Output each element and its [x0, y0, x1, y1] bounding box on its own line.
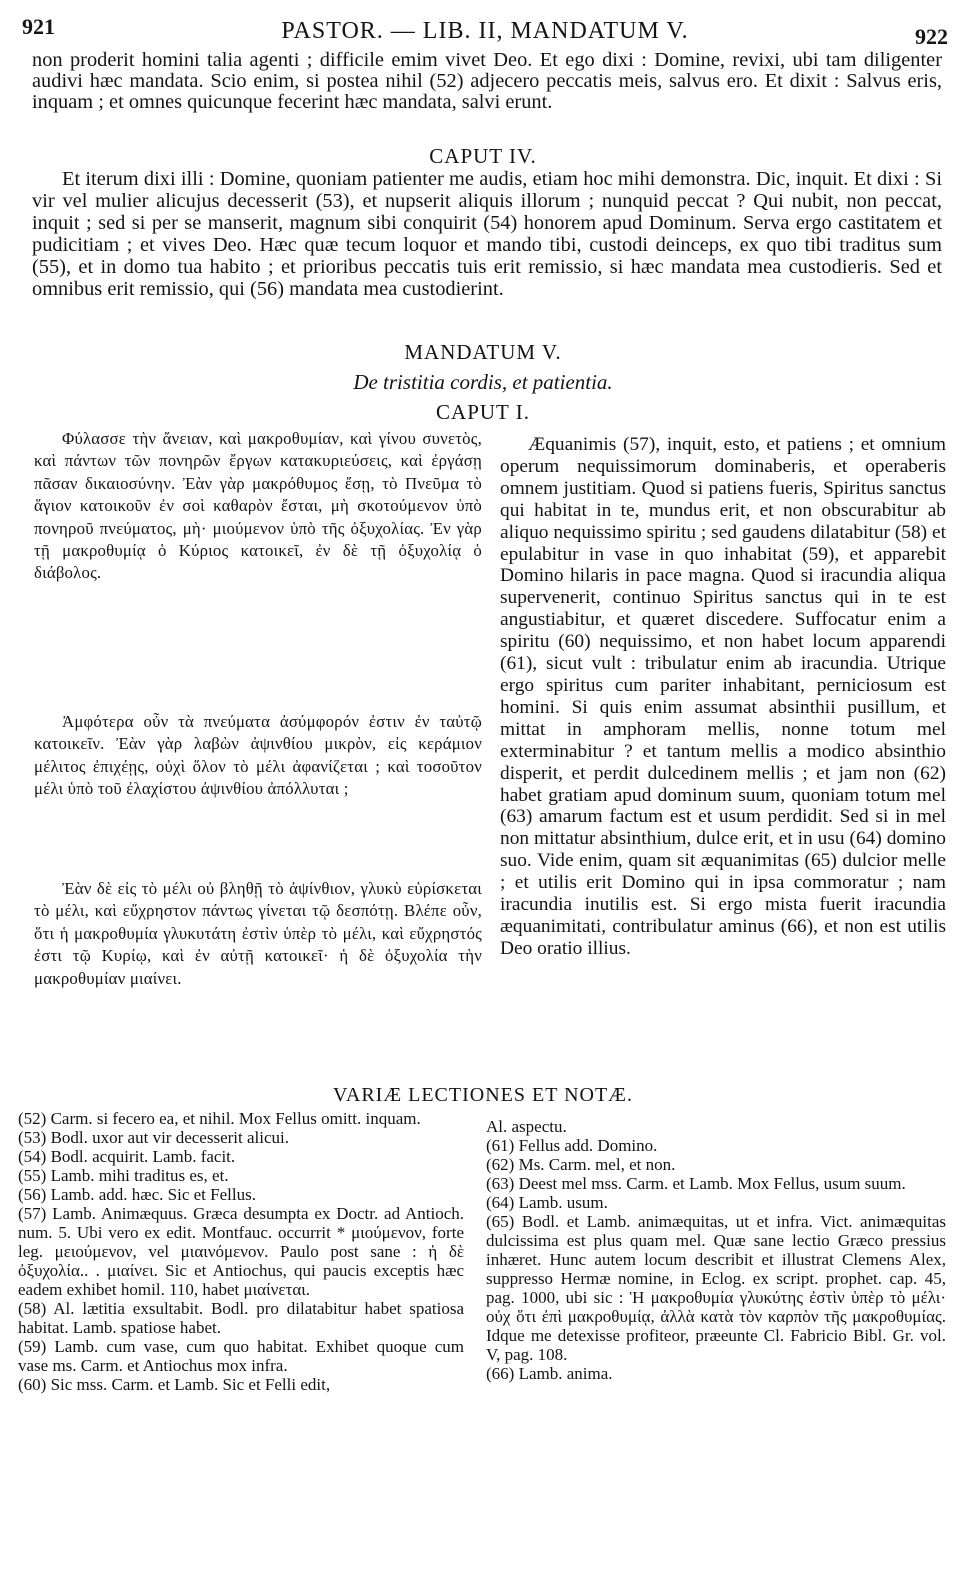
- note-item: (57) Lamb. Animæquus. Græca desumpta ex Doctr. ad Antioch. num. 5. Ubi vero ex edit. Montfauc. occurrit * μιούμενον, forte leg. μειούμενον, vel μιαινόμενον. Paulo post sane : ἡ δὲ ὀξυχολία.. . μιαίνει. Sic et Antiochus, qui paucis exceptis hæc eadem exhibet homil. 110, habet μιαίνεται.: [18, 1204, 464, 1299]
- greek-column-paragraph-1: [34, 428, 482, 585]
- note-item: (59) Lamb. cum vase, cum quo habitat. Exhibet quoque cum vase ms. Carm. et Antiochus mox infra.: [18, 1337, 464, 1375]
- mandatum-subtitle: De tristitia cordis, et patientia.: [353, 370, 613, 394]
- note-item: (52) Carm. si fecero ea, et nihil. Mox Fellus omitt. inquam.: [18, 1109, 421, 1128]
- note-item: (63) Deest mel mss. Carm. et Lamb. Mox Fellus, usum suum.: [486, 1174, 906, 1193]
- note-item: (55) Lamb. mihi traditus es, et.: [18, 1166, 229, 1185]
- note-item: (58) Al. lætitia exsultabit. Bodl. pro dilatabitur habet spatiosa habitat. Lamb. spatiose habet.: [18, 1299, 464, 1337]
- caput-i-heading: CAPUT I.: [436, 400, 530, 424]
- note-item: (66) Lamb. anima.: [486, 1364, 613, 1383]
- note-item: (53) Bodl. uxor aut vir decesserit alicui.: [18, 1128, 289, 1147]
- opening-paragraph: [32, 50, 942, 114]
- note-item: (65) Bodl. et Lamb. animæquitas, ut et infra. Vict. animæquitas dulcissima est plus quam mel. Quæ sane lectio Græco pressius inhæret. Hunc autem locum describit et illustrat Clemens Alex, suppresso Hermæ nomine, in Eclog. ex script. prophet. cap. 45, pag. 1000, ubi sic : Ἡ μακροθυμία γλυκύτης ἐστὶν ὑπὲρ τὸ μέλι· οὐχ ὅτι ἐπὶ μακροθυμίᾳ, ἀλλὰ κατὰ τὸν καρπὸν τῆς μακροθυμίας. Idque me detexisse profiteor, præeunte Cl. Fabricio Bibl. Gr. vol. V, pag. 108.: [486, 1212, 946, 1364]
- caput-iv-heading: CAPUT IV.: [429, 144, 537, 168]
- running-head: PASTOR. — LIB. II, MANDATUM V.: [281, 18, 689, 44]
- opening-text: non proderit homini talia agenti ; difficile emim vivet Deo. Et ego dixi : Domine, revixi, ubi tam diligenter audivi hæc mandata. Scio enim, si postea nihil (52) adjecero peccatis meis, salvus ero. Et dixit : Salvus eris, inquam ; et omnes quicunque fecerint hæc mandata, salvi erunt.: [32, 49, 942, 114]
- note-item: (61) Fellus add. Domino.: [486, 1136, 658, 1155]
- caput-iv-text: Et iterum dixi illi : Domine, quoniam patienter me audis, etiam hoc mihi demonstra. Dic, inquit. Et dixi : Si vir vel mulier alicujus decesserit (53), et nupserit aliquis illorum ; nunquid peccat ? Qui nubit, non peccat, inquit ; sed si per se manserit, magnum sibi conquirit (54) honorem apud Dominum. Serva ergo castitatem et pudicitiam ; et vives Deo. Hæc quæ tecum loquor et mando tibi, custodi deinceps, ex quo tibi traditus sum (55), et in domo tua habito ; et prioribus peccatis tuis erit remissio, si hæc mandata mea custodieris. Sed et omnibus erit remissio, qui (56) mandata mea custodierint.: [32, 168, 942, 300]
- greek-text-1: Φύλασσε τὴν ἄνειαν, καὶ μακροθυμίαν, καὶ γίνου συνετὸς, καὶ πάντων τῶν πονηρῶν ἔργων κατακυριεύσεις, καὶ ἐργάσῃ πᾶσαν δικαιοσύνην. Ἐὰν γὰρ μακρόθυμος ἔσῃ, τὸ Πνεῦμα τὸ ἅγιον κατοικοῦν ἐν σοὶ καθαρὸν ἔσται, μὴ σκοτούμενον ὑπὸ πονηροῦ πνεύματος, μὴ· μιούμενον ὑπὸ τῆς ὀξυχολίας. Ἐν γὰρ τῇ μακροθυμίᾳ ὁ Κύριος κατοικεῖ, ἐν δὲ τῇ ὀξυχολίᾳ ὁ διάβολος.: [34, 429, 482, 583]
- note-item: (56) Lamb. add. hæc. Sic et Fellus.: [18, 1185, 256, 1204]
- greek-column-paragraph-2: [34, 711, 482, 801]
- notes-heading: VARIÆ LECTIONES ET NOTÆ.: [333, 1084, 633, 1106]
- greek-text-3: Ἐὰν δὲ εἰς τὸ μέλι οὐ βληθῇ τὸ ἀψίνθιον, γλυκὺ εὑρίσκεται τὸ μέλι, καὶ εὔχρηστον πάντως γίνεται τῷ δεσπότῃ. Βλέπε οὖν, ὅτι ἡ μακροθυμία γλυκυτάτη ἐστὶν ὑπὲρ τὸ μέλι, καὶ εὔχρηστός ἐστι τῷ Κυρίῳ, καὶ ἐν αὐτῇ κατοικεῖ· ἡ δὲ ὀξυχολία τὴν μακροθυμίαν μιαίνει.: [34, 879, 482, 988]
- note-item: Al. aspectu.: [486, 1117, 567, 1136]
- greek-text-2: Ἀμφότερα οὖν τὰ πνεύματα ἀσύμφορόν ἐστιν ἐν ταὐτῷ κατοικεῖν. Ἐὰν γὰρ λαβὼν ἀψινθίου μικρὸν, εἰς κεράμιον μέλιτος ἐπιχέῃς, οὐχὶ ὅλον τὸ μέλι ἀφανίζεται ; καὶ τοσοῦτον μέλι ὑπὸ τοῦ ἐλαχίστου ἀψινθίου ἀπόλλυται ;: [34, 712, 482, 799]
- page-header: [22, 14, 948, 49]
- latin-text: Æquanimis (57), inquit, esto, et patiens ; et omnium operum nequissimorum dominaberis, et operaberis omnem justitiam. Quod si patiens fueris, Spiritus sanctus qui habitat in te, mundus erit, et non obscurabitur ab aliquo nequissimo spiritu ; sed gaudens dilatabitur (58) et epulabitur in vase in quo inhabitat (59), et apparebit Domino hilaris in pace magna. Quod si iracundia aliqua supervenerit, continuo Spiritus sanctus qui in te est angustiabitur, et quæret discedere. Suffocatur enim a spiritu (60) nequissimo, et non habet locum apparendi (61), sicut vult : tribulatur enim ab iracundia. Utrique ergo spiritus cum pariter inhabitant, perniciosum est homini. Si quis enim assumat absinthii pusillum, et mittat in amphoram mellis, nonne totum mel exterminabitur ? et tantum mellis a modico absinthio disperit, et perdit dulcedinem mellis ; et jam non (62) habet gratiam apud dominum suum, quoniam totum mel (63) amarum factum est et usum perdidit. Sed si in mel non mittatur absinthium, dulce erit, et in usu (64) domino suo. Vide enim, quam sit æquanimitas (65) dulcior melle ; et utilis erit Domino qui in ipsa commoratur ; nam iracundia inutilis est. Si ergo mista fuerit iracundia æquanimitati, contribulatur aminus (66), et non est utilis Deo oratio illius.: [500, 434, 946, 959]
- notes-right-column: [486, 1117, 946, 1383]
- note-item: (54) Bodl. acquirit. Lamb. facit.: [18, 1147, 236, 1166]
- page-number-left: 921: [22, 14, 55, 39]
- note-item: (64) Lamb. usum.: [486, 1193, 608, 1212]
- page-number-right: 922: [915, 24, 948, 49]
- notes-left-column: [18, 1109, 464, 1394]
- mandatum-title: MANDATUM V.: [404, 340, 562, 364]
- latin-column: [500, 434, 946, 960]
- note-item: (62) Ms. Carm. mel, et non.: [486, 1155, 676, 1174]
- greek-column-paragraph-3: [34, 878, 482, 990]
- caput-iv-body: [32, 168, 942, 300]
- note-item: (60) Sic mss. Carm. et Lamb. Sic et Felli edit,: [18, 1375, 331, 1394]
